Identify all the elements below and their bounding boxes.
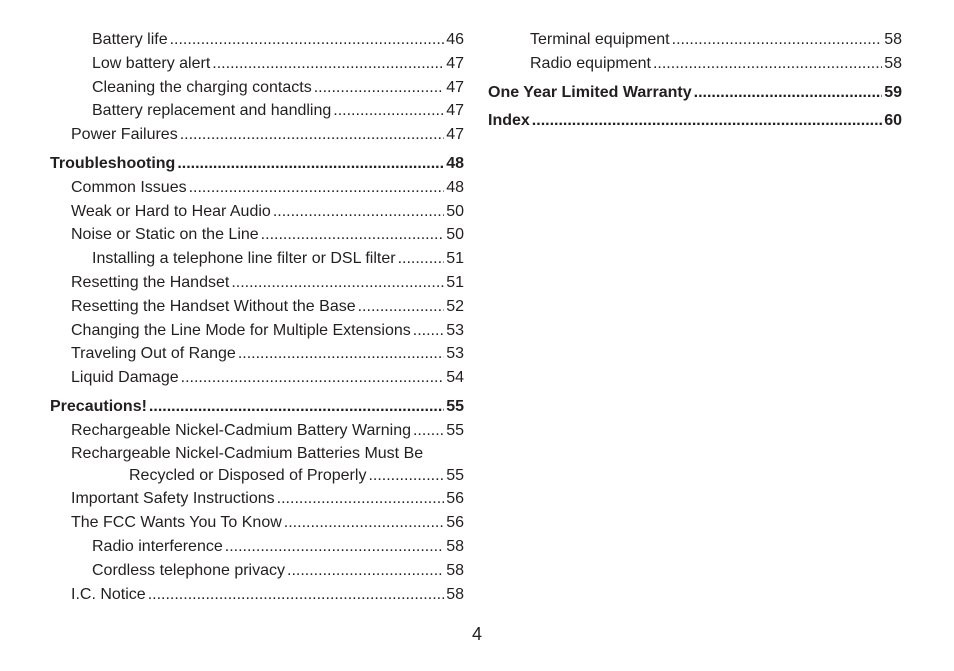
toc-entry-changing-the-line-mode-for-multiple-extensions[interactable]	[50, 319, 464, 343]
toc-entry-page: 58	[884, 54, 902, 72]
toc-entry-label: Index	[488, 112, 530, 130]
dot-leader	[398, 247, 445, 271]
toc-entry-label: Changing the Line Mode for Multiple Extensions	[71, 321, 411, 339]
toc-entry-page: 51	[446, 273, 464, 291]
toc-entry-label: Traveling Out of Range	[71, 345, 236, 363]
toc-entry-page: 46	[446, 31, 464, 48]
toc-entry-page: 47	[446, 78, 464, 96]
toc-entry-page: 54	[446, 369, 464, 387]
toc-entry-page: 56	[446, 490, 464, 508]
toc-entry-page: 58	[446, 537, 464, 555]
toc-entry-label: Terminal equipment	[530, 31, 670, 48]
toc-entry-important-safety-instructions[interactable]	[50, 487, 464, 511]
toc-entry-label: Cordless telephone privacy	[92, 561, 285, 579]
toc-entry-low-battery-alert[interactable]	[50, 52, 464, 76]
toc-entry-rechargeable-nickel-cadmium-battery-warning[interactable]	[50, 419, 464, 443]
dot-leader	[212, 52, 444, 76]
toc-entry-page: 50	[446, 226, 464, 244]
toc-entry-label: One Year Limited Warranty	[488, 83, 692, 101]
toc-entry-power-failures[interactable]	[50, 123, 464, 147]
dot-leader	[180, 123, 445, 147]
toc-entry-page: 55	[446, 397, 464, 415]
dot-leader	[314, 76, 445, 100]
dot-leader	[368, 464, 444, 488]
toc-entry-page: 50	[446, 202, 464, 220]
dot-leader	[273, 200, 444, 224]
toc-entry-noise-or-static-on-the-line[interactable]	[50, 223, 464, 247]
toc-entry-cleaning-the-charging-contacts[interactable]	[50, 76, 464, 100]
toc-entry-label: Radio equipment	[530, 54, 651, 72]
toc-entry-common-issues[interactable]	[50, 176, 464, 200]
toc-entry-page: 55	[446, 421, 464, 439]
toc-entry-page: 47	[446, 102, 464, 120]
toc-entry-page: 47	[446, 126, 464, 144]
toc-entry-label: Precautions!	[50, 397, 147, 415]
toc-entry-weak-or-hard-to-hear-audio[interactable]	[50, 200, 464, 224]
dot-leader	[532, 109, 882, 133]
dot-leader	[189, 176, 445, 200]
dot-leader	[261, 223, 445, 247]
toc-entry-resetting-the-handset[interactable]	[50, 271, 464, 295]
dot-leader	[231, 271, 444, 295]
toc-entry-label: Radio interference	[92, 537, 223, 555]
toc-entry-terminal-equipment[interactable]	[488, 28, 902, 52]
page-number: 4	[471, 624, 482, 644]
dot-leader	[284, 511, 444, 535]
dot-leader	[653, 52, 882, 76]
toc-entry-label: Recycled or Disposed of Properly	[129, 466, 367, 484]
toc-entry-page: 51	[446, 250, 464, 268]
toc-entry-label: I.C. Notice	[71, 585, 146, 603]
toc-entry-radio-interference[interactable]	[50, 535, 464, 559]
dot-leader	[149, 395, 444, 419]
toc-entry-i-c-notice[interactable]	[50, 583, 464, 607]
toc-entry-page: 55	[446, 466, 464, 484]
toc-entry-label: Resetting the Handset Without the Base	[71, 297, 356, 315]
toc-entry-page: 56	[446, 514, 464, 532]
toc-entry-precautions[interactable]	[50, 395, 464, 419]
toc-entry-label: Troubleshooting	[50, 154, 176, 172]
toc-entry-installing-a-telephone-line-filter-or-dsl-filter[interactable]	[50, 247, 464, 271]
toc-entry-page: 53	[446, 345, 464, 363]
toc-entry-radio-equipment[interactable]	[488, 52, 902, 76]
toc-entry-page: 58	[446, 561, 464, 579]
dot-leader	[672, 28, 883, 52]
toc-entry-troubleshooting[interactable]	[50, 152, 464, 176]
dot-leader	[181, 366, 445, 390]
toc-entry-page: 59	[884, 83, 902, 101]
dot-leader	[413, 419, 444, 443]
toc-entry-page: 58	[446, 585, 464, 603]
toc-entry-label: The FCC Wants You To Know	[71, 514, 282, 532]
toc-entry-label: Battery life	[92, 31, 168, 48]
dot-leader	[170, 28, 445, 52]
toc-entry-page: 47	[446, 54, 464, 72]
toc-entry-the-fcc-wants-you-to-know[interactable]	[50, 511, 464, 535]
toc-left-column	[50, 28, 464, 606]
toc-entry-page: 48	[446, 178, 464, 196]
toc-right-column	[488, 28, 902, 133]
dot-leader	[333, 99, 444, 123]
dot-leader	[177, 152, 444, 176]
toc-entry-label: Installing a telephone line filter or DSL filter	[92, 250, 396, 268]
toc-entry-battery-replacement-and-handling[interactable]	[50, 99, 464, 123]
toc-entry-liquid-damage[interactable]	[50, 366, 464, 390]
toc-entry-traveling-out-of-range[interactable]	[50, 342, 464, 366]
toc-entry-label: Rechargeable Nickel-Cadmium Battery Warning	[71, 421, 411, 439]
toc-entry-label: Common Issues	[71, 178, 187, 196]
toc-entry-battery-life[interactable]	[50, 28, 464, 52]
toc-entry-label: Low battery alert	[92, 54, 211, 72]
dot-leader	[225, 535, 444, 559]
dot-leader	[358, 295, 445, 319]
toc-entry-cordless-telephone-privacy[interactable]	[50, 559, 464, 583]
toc-entry-rechargeable-nickel-cadmium-batteries-must-be-line1[interactable]: Rechargeable Nickel-Cadmium Batteries Must Be	[71, 444, 424, 462]
dot-leader	[277, 487, 445, 511]
toc-entry-label: Cleaning the charging contacts	[92, 78, 312, 96]
toc-entry-label: Noise or Static on the Line	[71, 226, 259, 244]
toc-entry-label: Weak or Hard to Hear Audio	[71, 202, 271, 220]
toc-entry-page: 53	[446, 321, 464, 339]
toc-entry-page: 52	[446, 297, 464, 315]
dot-leader	[694, 81, 883, 105]
dot-leader	[413, 319, 444, 343]
dot-leader	[148, 583, 445, 607]
toc-entry-page: 60	[884, 112, 902, 130]
toc-entry-one-year-limited-warranty[interactable]	[488, 81, 902, 105]
toc-entry-label: Battery replacement and handling	[92, 102, 332, 120]
dot-leader	[238, 342, 444, 366]
toc-entry-index[interactable]	[488, 109, 902, 133]
dot-leader	[287, 559, 444, 583]
toc-entry-resetting-the-handset-without-the-base[interactable]	[50, 295, 464, 319]
toc-entry-page: 58	[884, 31, 902, 48]
toc-entry-label: Resetting the Handset	[71, 273, 230, 291]
toc-entry-recycled-or-disposed-of-properly[interactable]	[50, 464, 464, 488]
toc-entry-label: Power Failures	[71, 126, 178, 144]
toc-entry-label: Important Safety Instructions	[71, 490, 275, 508]
toc-entry-label: Liquid Damage	[71, 369, 179, 387]
toc-entry-page: 48	[446, 154, 464, 172]
